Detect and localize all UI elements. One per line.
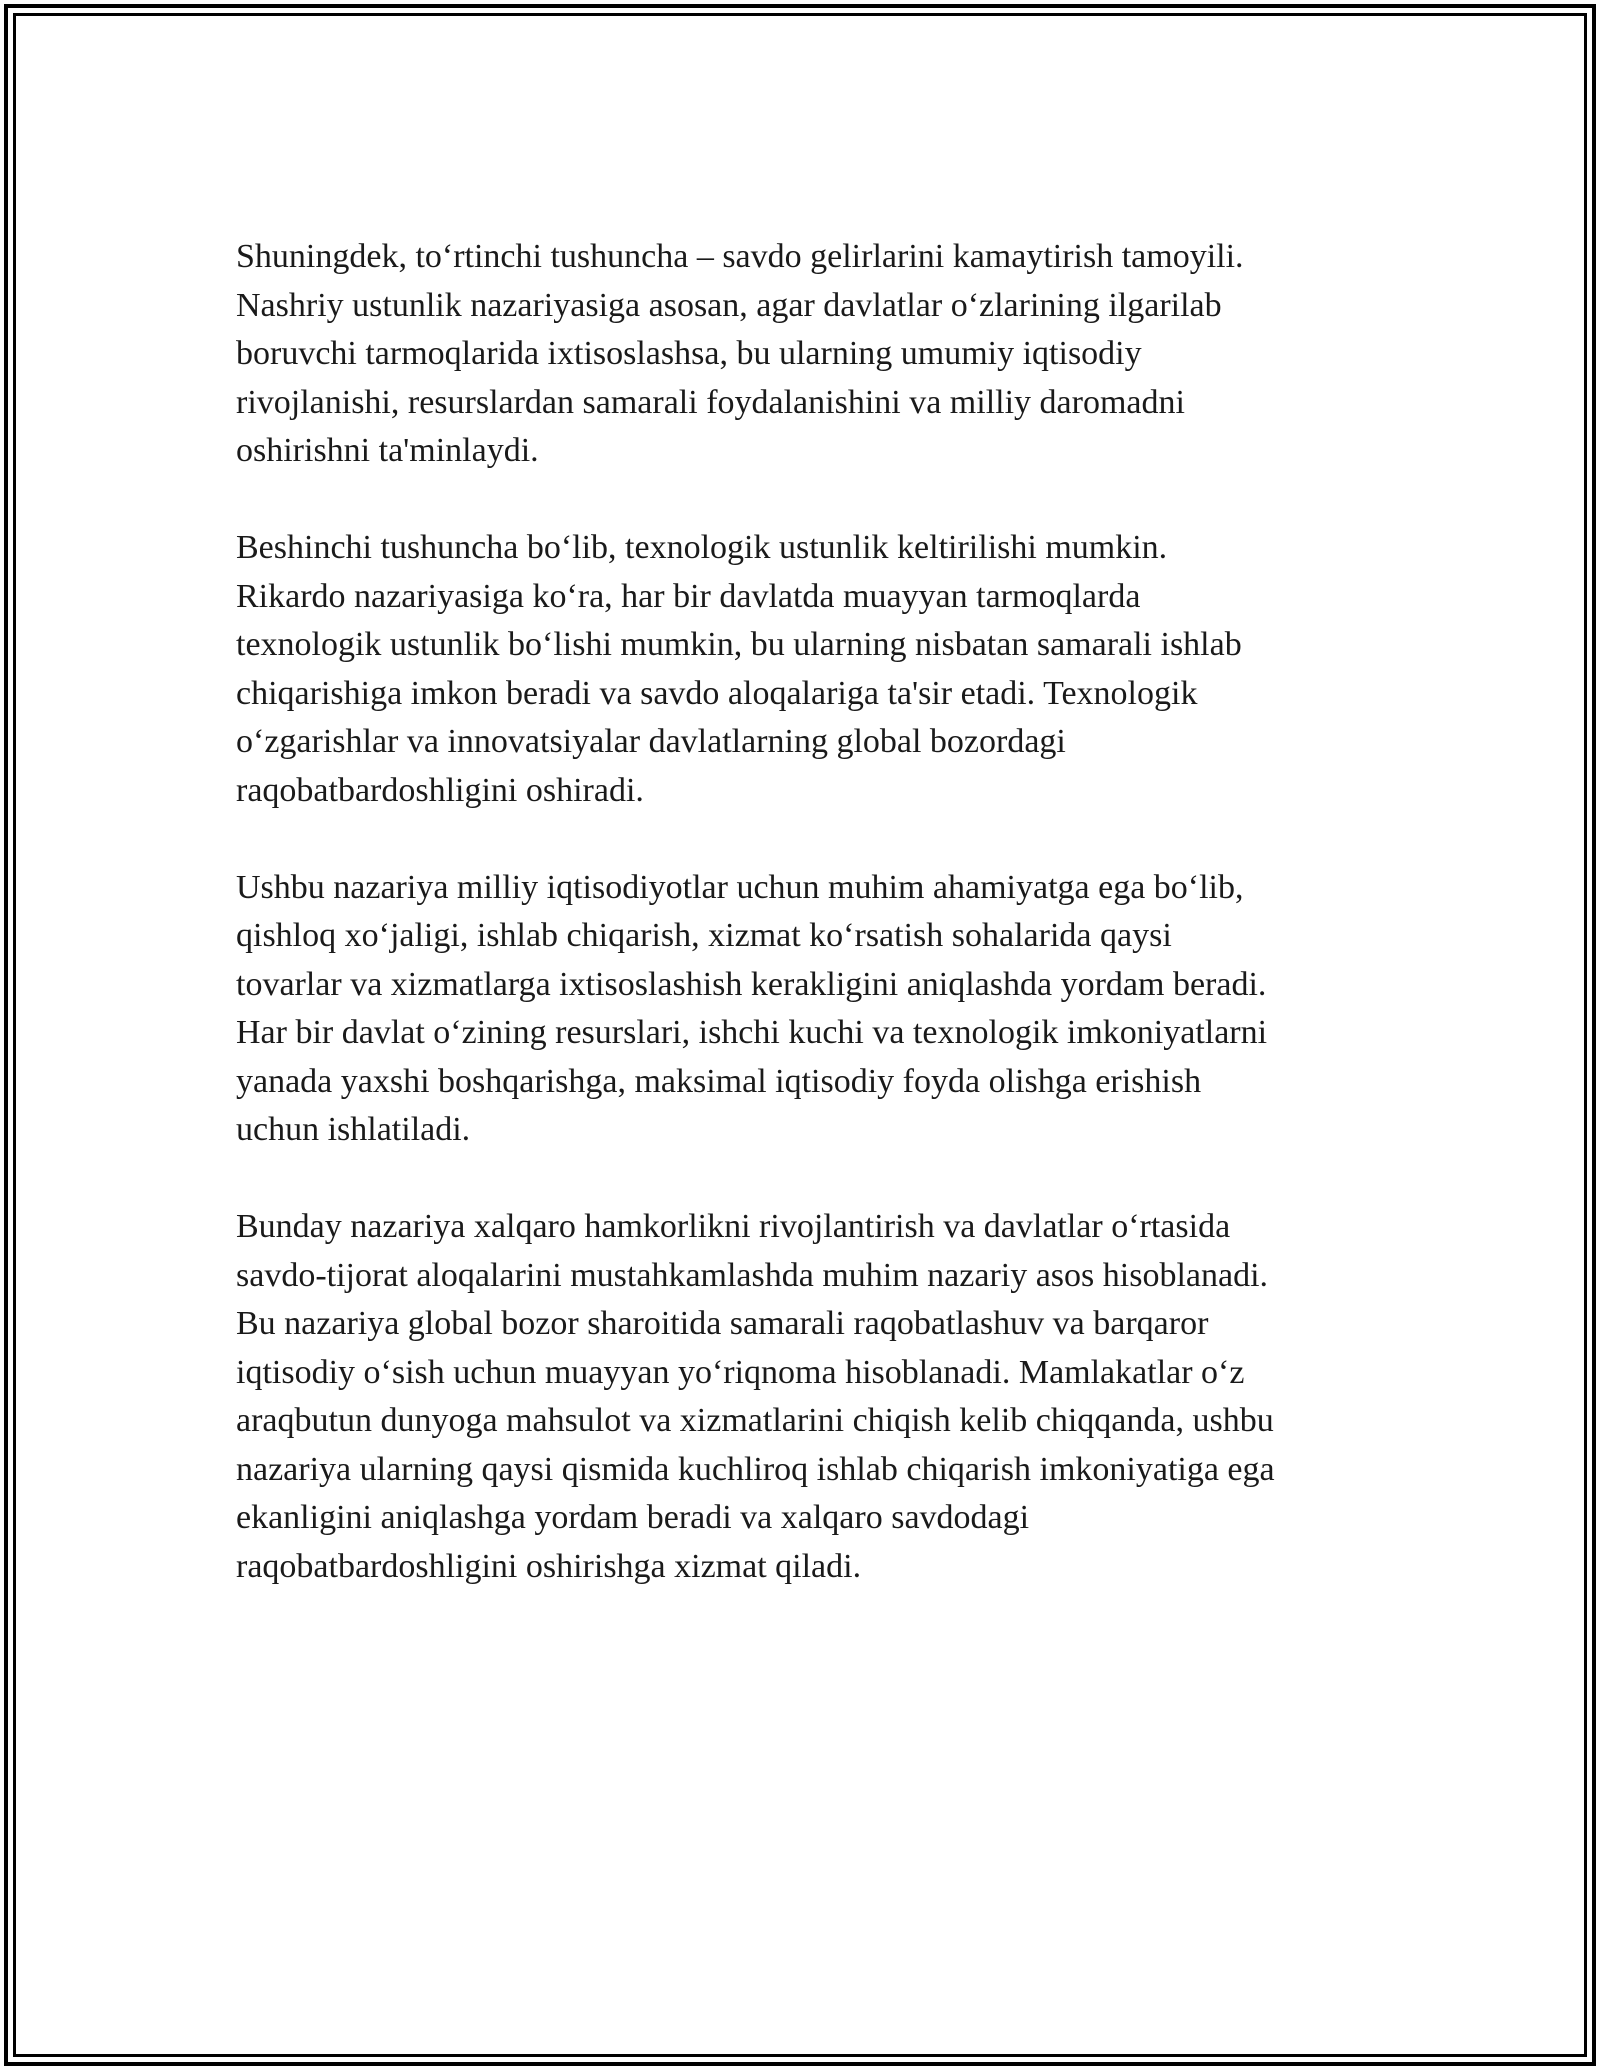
paragraph-1: Shuningdek, to‘rtinchi tushuncha – savdo gelirlarini kamaytirish tamoyili. Nashriy ustunlik nazariyasiga asosan, agar davlatlar o‘zlarining ilgarilab boruvchi tarmoqlarida ixtisoslashsa, bu ularning umumiy iqtisodiy rivojlanishi, resurslardan samarali foydalanishini va milliy daromadni oshirishni ta'minlaydi. (236, 238, 1244, 469)
document-body (236, 233, 1366, 1640)
paragraph-2: Beshinchi tushuncha bo‘lib, texnologik ustunlik keltirilishi mumkin. Rikardo nazariyasiga ko‘ra, har bir davlatda muayyan tarmoqlarda texnologik ustunlik bo‘lishi mumkin, bu ularning nisbatan samarali ishlab chiqarishiga imkon beradi va savdo aloqalariga ta'sir etadi. Texnologik o‘zgarishlar va innovatsiyalar davlatlarning global bozordagi raqobatbardoshligini oshiradi. (236, 529, 1242, 809)
paragraph-3: Ushbu nazariya milliy iqtisodiyotlar uchun muhim ahamiyatga ega bo‘lib, qishloq xo‘jaligi, ishlab chiqarish, xizmat ko‘rsatish sohalarida qaysi tovarlar va xizmatlarga ixtisoslashish kerakligini aniqlashda yordam beradi. Har bir davlat o‘zining resurslari, ishchi kuchi va texnologik imkoniyatlarni yanada yaxshi boshqarishga, maksimal iqtisodiy foyda olishga erishish uchun ishlatiladi. (236, 868, 1268, 1148)
paragraph-4: Bunday nazariya xalqaro hamkorlikni rivojlantirish va davlatlar o‘rtasida savdo-tijorat aloqalarini mustahkamlashda muhim nazariy asos hisoblanadi. Bu nazariya global bozor sharoitida samarali raqobatlashuv va barqaror iqtisodiy o‘sish uchun muayyan yo‘riqnoma hisoblanadi. Mamlakatlar o‘z araqbutun dunyoga mahsulot va xizmatlarini chiqish kelib chiqqanda, ushbu nazariya ularning qaysi qismida kuchliroq ishlab chiqarish imkoniyatiga ega ekanligini aniqlashga yordam beradi va xalqaro savdodagi raqobatbardoshligini oshirishga xizmat qiladi. (236, 1208, 1275, 1585)
